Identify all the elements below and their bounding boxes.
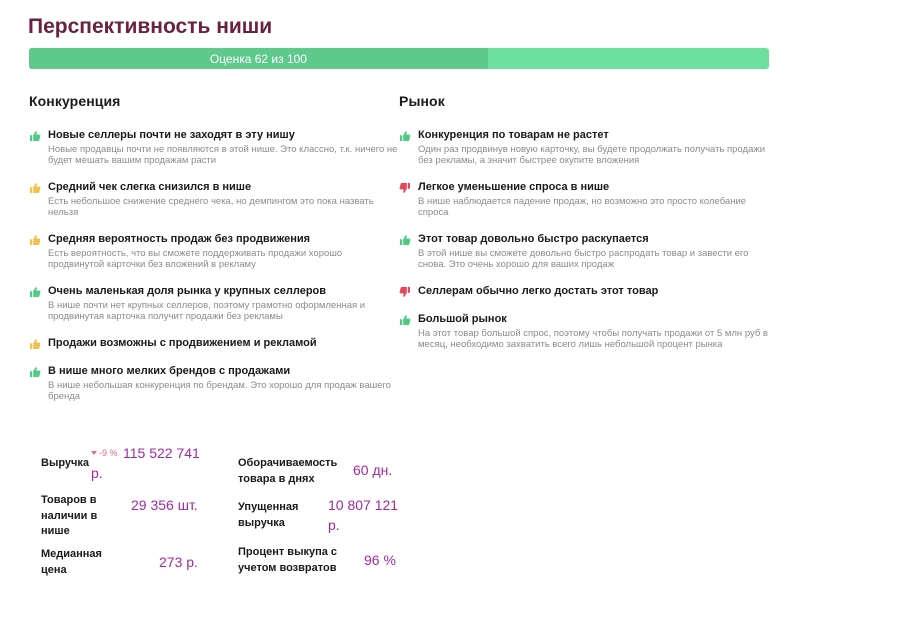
market-item <box>399 284 769 298</box>
thumb-up-icon <box>29 181 41 193</box>
market-item <box>399 180 769 218</box>
competition-item <box>29 232 399 270</box>
market-item-title: Селлерам обычно легко достать этот товар <box>418 285 659 297</box>
lost-revenue-value: 10 807 121 р. <box>328 497 399 533</box>
competition-item-desc: В нише почти нет крупных селлеров, поэтому грамотно оформленная и продвинутая карточка получит продажи без рекламы <box>48 300 366 322</box>
goods-label: Товаров в наличии в нише <box>41 494 98 537</box>
lost-revenue-label: Упущенная выручка <box>238 501 299 529</box>
thumb-down-icon <box>399 181 411 193</box>
score-bar <box>29 48 769 69</box>
market-title: Рынок <box>399 93 445 109</box>
market-item-desc: В этой нише вы сможете довольно быстро распродать товар и завести его снова. Это очень хорошо для ваших продаж <box>418 248 749 270</box>
thumb-up-icon <box>29 129 41 141</box>
competition-item <box>29 284 399 322</box>
competition-item-title: Средняя вероятность продаж без продвижения <box>48 233 311 245</box>
market-item-desc: В нише наблюдается падение продаж, но возможно это просто колебание спроса <box>418 196 747 218</box>
market-item-title: Этот товар довольно быстро раскупается <box>418 233 649 245</box>
competition-item-desc: В нише небольшая конкуренция по брендам. Это хорошо для продаж вашего бренда <box>48 380 392 402</box>
thumb-up-icon <box>399 313 411 325</box>
competition-item-title: Новые селлеры почти не заходят в эту нишу <box>48 129 295 141</box>
competition-title: Конкуренция <box>29 93 121 109</box>
thumb-down-icon <box>399 285 411 297</box>
stats-panel <box>41 440 421 590</box>
competition-item-desc: Новые продавцы почти не появляются в этой нише. Это классно, т.к. ничего не будет мешать вашим продажам расти <box>48 144 398 166</box>
revenue-value <box>91 443 261 483</box>
thumb-up-icon <box>399 233 411 245</box>
revenue-label: Выручка <box>41 457 90 469</box>
market-item-title: Конкуренция по товарам не растет <box>418 129 609 141</box>
market-item <box>399 128 769 166</box>
market-item-title: Большой рынок <box>418 313 507 325</box>
competition-item <box>29 364 399 402</box>
market-item-desc: Один раз продвинув новую карточку, вы будете продолжать получать продажи без рекламы, а значит быстрее окупите вложения <box>418 144 766 166</box>
median-label: Медианная цена <box>41 548 102 576</box>
median-value: 273 р. <box>159 554 198 570</box>
thumb-up-icon <box>29 233 41 245</box>
competition-item-title: В нише много мелких брендов с продажами <box>48 365 291 377</box>
page-title: Перспективность ниши <box>28 15 273 38</box>
revenue-change-text: -9 % <box>99 448 118 458</box>
buyout-label: Процент выкупа с учетом возвратов <box>238 546 338 574</box>
competition-section <box>29 93 399 416</box>
market-item-desc: На этот товар большой спрос, поэтому чтобы получать продажи от 5 млн руб в месяц, необходимо захватить всего лишь небольшой процент рынка <box>418 328 768 350</box>
score-label: Оценка 62 из 100 <box>209 51 307 66</box>
thumb-up-icon <box>29 365 41 377</box>
market-item <box>399 312 769 350</box>
revenue-value-line2: р. <box>91 465 103 481</box>
thumb-up-icon <box>399 129 411 141</box>
thumb-up-icon <box>29 285 41 297</box>
competition-item-desc: Есть небольшое снижение среднего чека, но демпингом это пока назвать нельзя <box>48 196 374 218</box>
competition-item <box>29 336 399 350</box>
thumb-up-icon <box>29 337 41 349</box>
buyout-value: 96 % <box>364 552 396 568</box>
revenue-value-line1: 115 522 741 <box>123 445 200 461</box>
market-list <box>399 128 769 350</box>
market-section <box>399 93 769 364</box>
competition-item-title: Средний чек слегка снизился в нише <box>48 181 252 193</box>
competition-list <box>29 128 399 402</box>
competition-item <box>29 128 399 166</box>
market-item-title: Легкое уменьшение спроса в нише <box>418 181 610 193</box>
market-item <box>399 232 769 270</box>
competition-item <box>29 180 399 218</box>
goods-value: 29 356 шт. <box>131 497 198 513</box>
turnover-value: 60 дн. <box>353 462 393 478</box>
competition-item-title: Продажи возможны с продвижением и рекламой <box>48 337 317 349</box>
competition-item-desc: Есть вероятность, что вы сможете поддерживать продажи хорошо продвинутой карточки без вложений в рекламу <box>48 248 343 270</box>
competition-item-title: Очень маленькая доля рынка у крупных селлеров <box>48 285 327 297</box>
turnover-label: Оборачиваемость товара в днях <box>238 457 338 485</box>
